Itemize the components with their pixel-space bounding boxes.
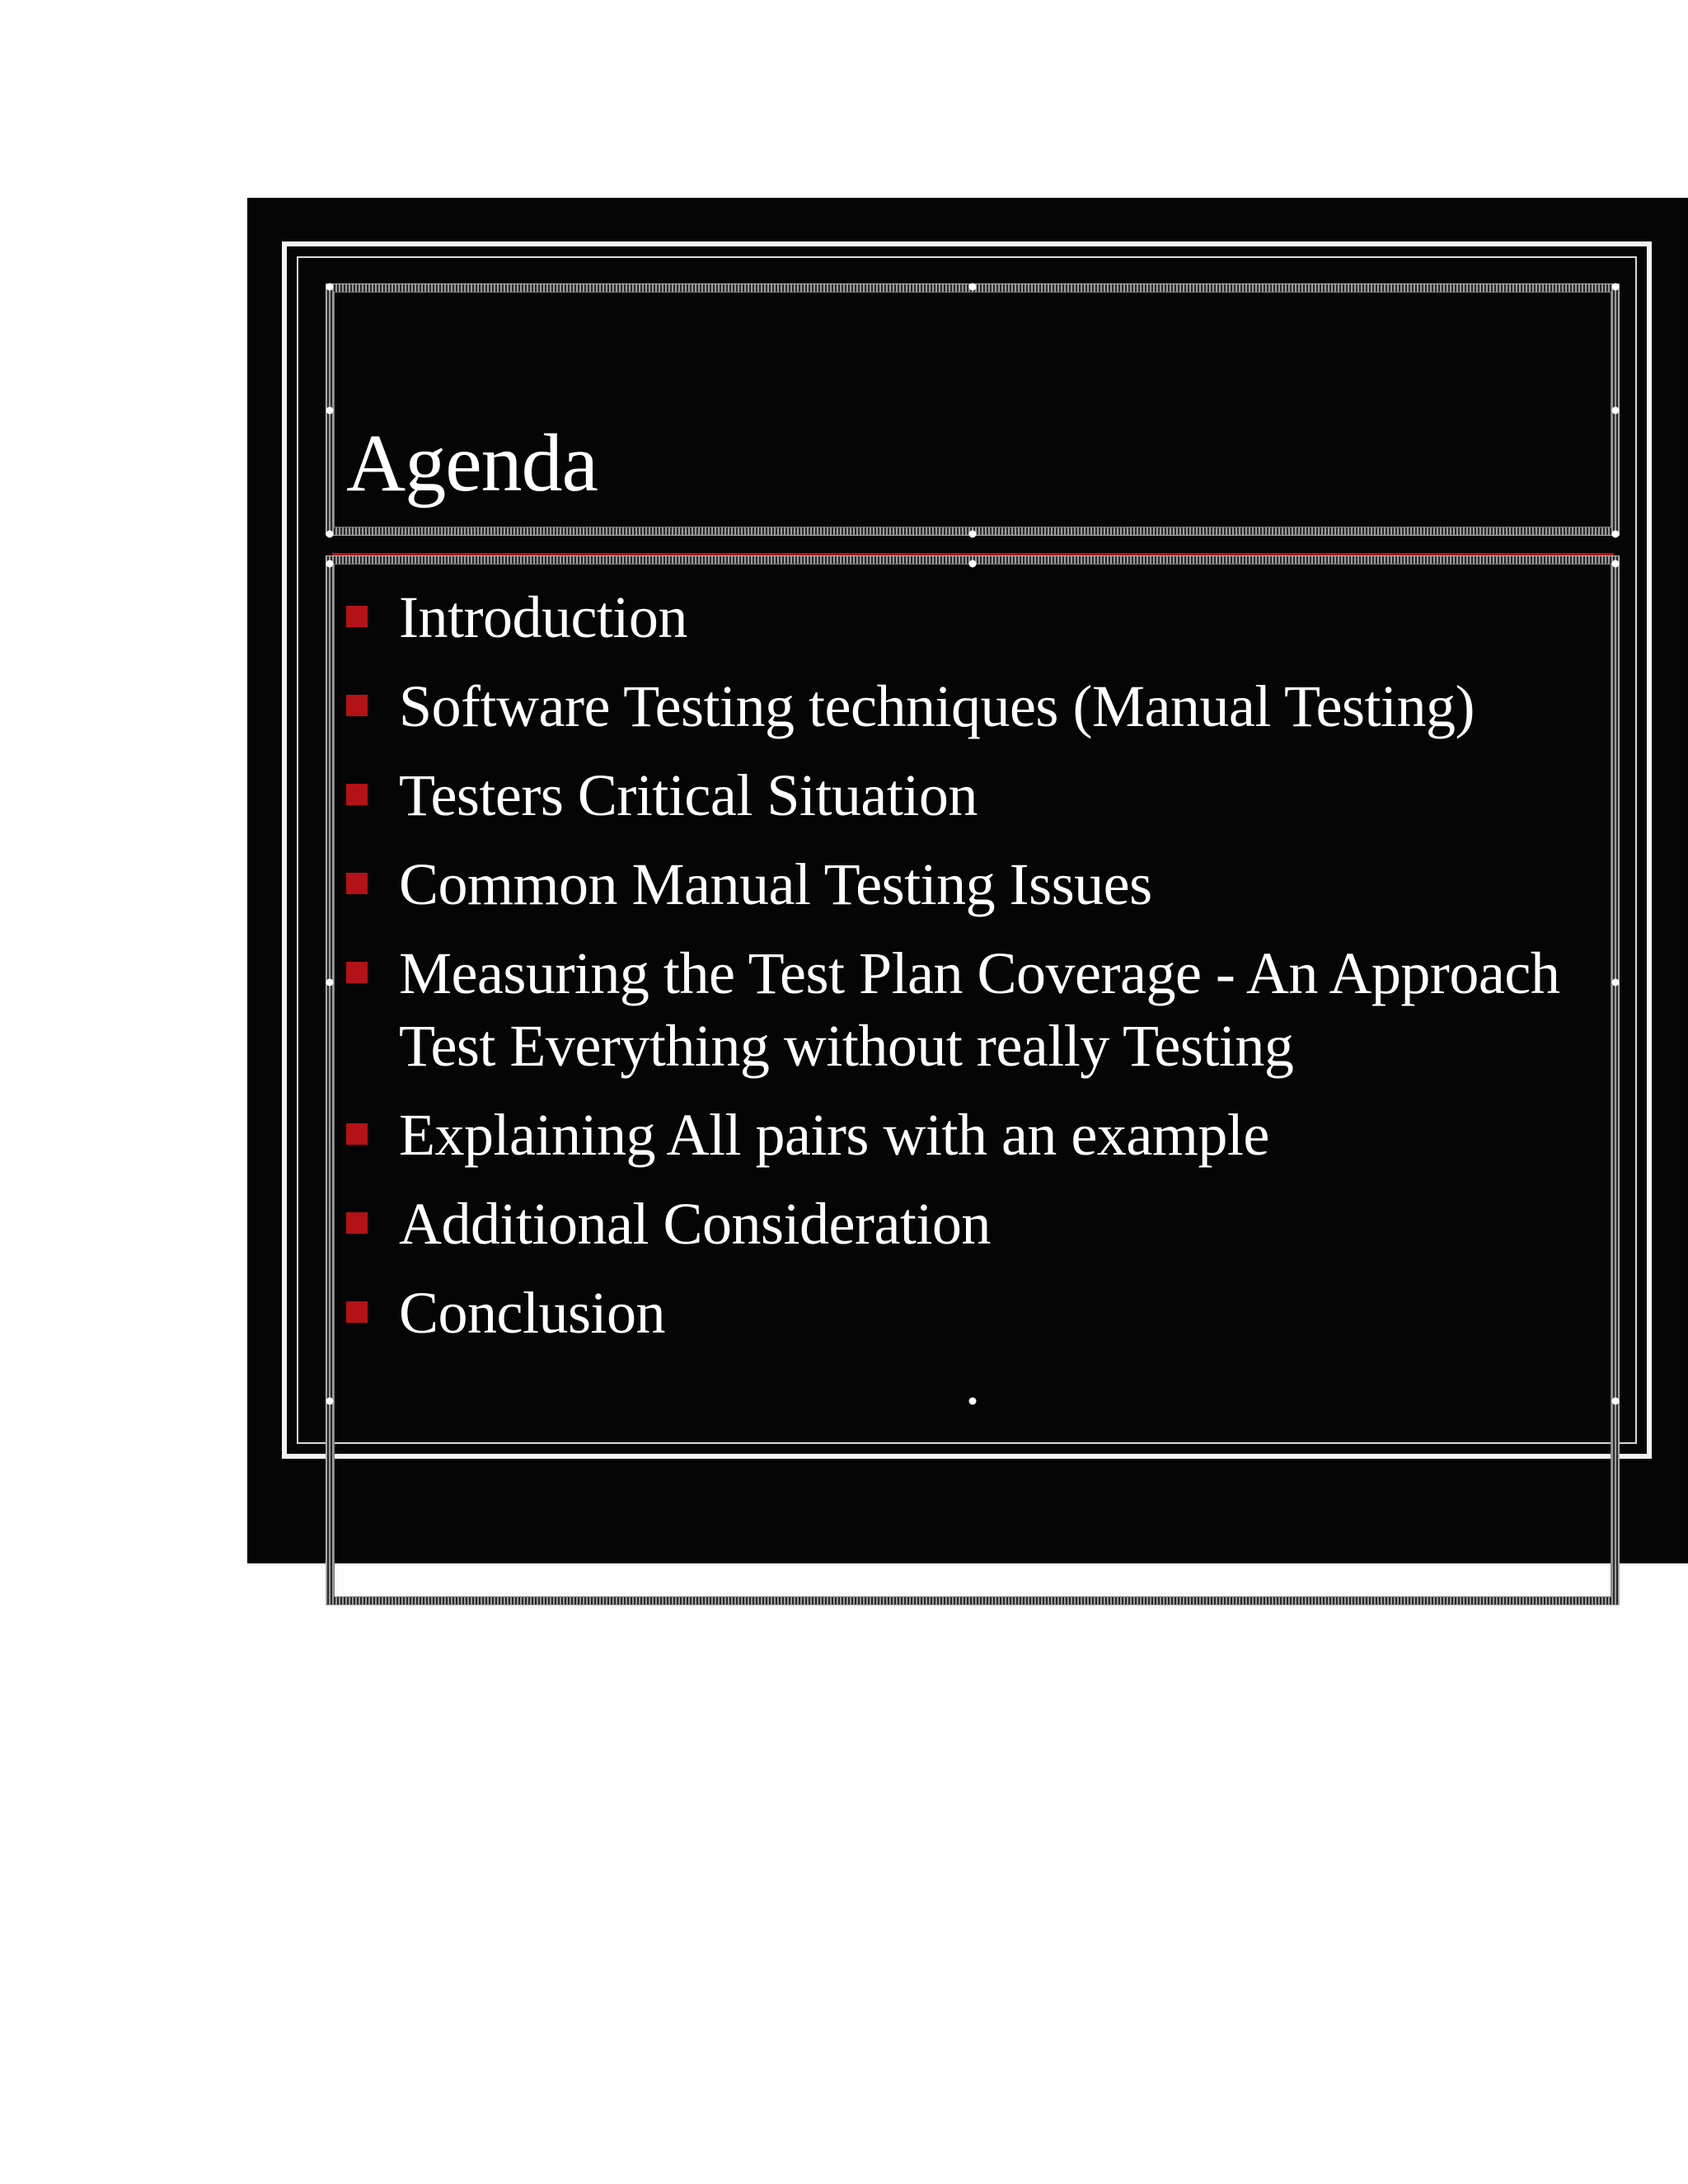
- red-square-bullet-icon: [346, 606, 368, 627]
- list-item: [346, 848, 1559, 921]
- agenda-list: [346, 581, 1559, 1366]
- selection-handle[interactable]: [1612, 1398, 1620, 1405]
- selection-handle[interactable]: [1612, 560, 1620, 568]
- selection-handle[interactable]: [1612, 979, 1620, 987]
- list-item: [346, 1188, 1559, 1260]
- selection-handle[interactable]: [969, 560, 977, 568]
- selection-handle[interactable]: [326, 979, 334, 987]
- red-square-bullet-icon: [346, 873, 368, 894]
- list-item: [346, 759, 1559, 832]
- selection-handle[interactable]: [1612, 407, 1620, 415]
- list-item: [346, 1099, 1559, 1171]
- list-item-text: Additional Consideration: [399, 1191, 991, 1257]
- selection-handle[interactable]: [1612, 284, 1620, 291]
- selection-handle[interactable]: [326, 1398, 334, 1405]
- list-item: [346, 581, 1559, 654]
- selection-handle[interactable]: [326, 531, 334, 538]
- selection-handle[interactable]: [969, 531, 977, 538]
- red-square-bullet-icon: [346, 1123, 368, 1145]
- list-item-text: Conclusion: [399, 1280, 666, 1346]
- list-item: [346, 1277, 1559, 1349]
- list-item-text: Explaining All pairs with an example: [399, 1102, 1269, 1168]
- title-divider-line: [332, 553, 1614, 555]
- selection-handle[interactable]: [326, 284, 334, 291]
- list-item-text: Measuring the Test Plan Coverage - An Approach Test Everything without really Testing: [399, 940, 1560, 1079]
- list-item-text: Common Manual Testing Issues: [399, 851, 1152, 917]
- slide: [247, 198, 1688, 1563]
- red-square-bullet-icon: [346, 1212, 368, 1234]
- list-item-text: Introduction: [399, 584, 687, 650]
- selection-handle[interactable]: [1612, 531, 1620, 538]
- selection-handle[interactable]: [326, 560, 334, 568]
- list-item-text: Testers Critical Situation: [399, 762, 978, 828]
- slide-title: Agenda: [346, 417, 598, 509]
- red-square-bullet-icon: [346, 695, 368, 716]
- red-square-bullet-icon: [346, 784, 368, 805]
- red-square-bullet-icon: [346, 962, 368, 983]
- selection-handle[interactable]: [326, 407, 334, 415]
- list-item: [346, 670, 1559, 743]
- list-item: [346, 937, 1559, 1082]
- list-item-text: Software Testing techniques (Manual Testing): [399, 673, 1475, 739]
- selection-handle[interactable]: [969, 1398, 977, 1405]
- red-square-bullet-icon: [346, 1301, 368, 1323]
- selection-handle[interactable]: [969, 284, 977, 291]
